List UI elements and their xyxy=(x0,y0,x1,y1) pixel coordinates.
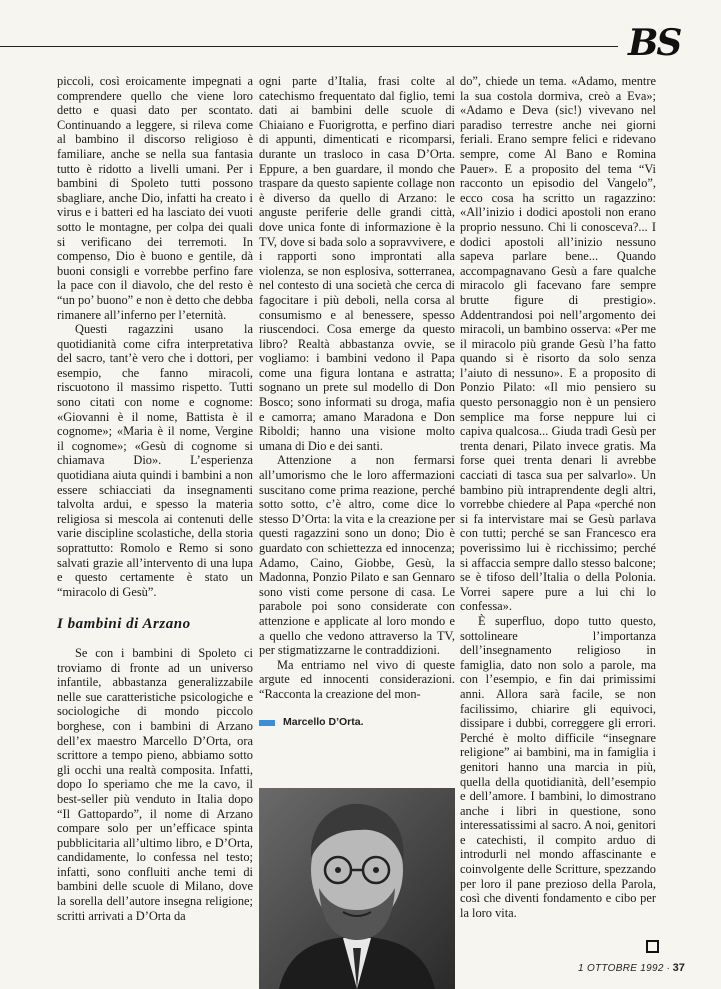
magazine-logo: BS xyxy=(628,22,681,64)
section-title: I bambini di Arzano xyxy=(57,616,191,633)
page-footer xyxy=(578,962,685,974)
paragraph: do”, chiede un tema. «Adamo, mentre la sua costola dormiva, creò a Eva»; «Adamo e Deva (sic!) vivevano nel paradiso terrestre anche nei giorni feriali. Erano sempre felici e ridevano sempre, come Al Bano e Romina Pauer». E a proposito del tema “Vi racconto un episodio del Vangelo”, ecco cosa ha scritto un ragazzino: «All’inizio i dodici apostoli non erano proprio nessuno. Chi li conosceva?... I dodici apostoli all’inizio nessuno sapeva parlare bene... Quando accompagnavano Gesù a fare qualche miracolo gli facevano fare sempre brutte figure di prestigio». Addentrandosi poi nell’argomento dei miracoli, un bambino osserva: «Per me il miracolo più grande Gesù l’ha fatto quando si è risorto da solo senza l’aiuto di nessuno». E a proposito di Ponzio Pilato: «Il mio pensiero su questo personaggio non è un pensiero semplice ma forse neppure lui ci capiva qualcosa... Giuda tradì Gesù per trenta denari, Pilato invece gratis. Ma forse quei trenta denari li avrebbe cacciati di tasca sua per salvarlo». Un bambino più intraprendente degli altri, vorrebbe chiedere al Papa «perché non si fa intervistare mai se Gesù parlava con tutti; perché se san Francesco era poverissimo lui è ricchissimo; perché si affaccia sempre dallo stesso balcone; se è tifoso dell’Italia o della Polonia. Vorrei sapere pure a lui chi lo confessa». xyxy=(460,74,656,614)
author-photo xyxy=(259,788,455,989)
paragraph: Se con i bambini di Spoleto ci troviamo di fronte ad un universo infantile, abbastanza generalizzabile nelle sue caratteristiche psicologiche e sociologiche di mondo piccolo borghese, con i bambini di Arzano dell’ex maestro Marcello D’Orta, ora scrittore a tempo pieno, abbiamo sotto gli occhi una realtà composita. Infatti, dopo Io speriamo che me la cavo, il best-seller più venduto in Italia dopo “Il Gattopardo”, il nome di Arzano compare solo per un’efficace spinta pubblicitaria all’ultimo libro, e D’Orta, candidamente, lo confessa nel testo; infatti, sono confluiti anche temi di bambini delle scuole di Milano, dove la sorella dell’autore insegna religione; scritti arrivati a D’Orta da xyxy=(57,645,253,923)
photo-caption: Marcello D’Orta. xyxy=(283,716,364,729)
end-of-article-mark xyxy=(646,940,659,953)
paragraph: Attenzione a non fermarsi all’umorismo che le loro affermazioni suscitano come prima reazione, perché sotto sotto, c’è altro, come dice lo stesso D’Orta: la vita e la creazione per questi ragazzini sono un dono; Dio è guardato con schiettezza ed innocenza; Adamo, Caino, Giobbe, Gesù, la Madonna, Ponzio Pilato e san Gennaro sono visti come persone di casa. Le parabole poi sono considerate con attenzione e applicate al loro mondo e a quello che vedono attraverso la TV, per stigmatizzarne le contraddizioni. xyxy=(259,453,455,658)
photo-caption-row xyxy=(259,716,455,730)
paragraph: Questi ragazzini usano la quotidianità come cifra interpretativa del sacro, tant’è vero che i dottori, per esempio, che fanno miracoli, riscuotono il massimo rispetto. Tutti sono citati con nome e cognome: «Giovanni è il nome, Battista è il cognome»; «Maria è il nome, Vergine il cognome»; «Gesù di cognome si chiamava Dio». L’esperienza quotidiana aiuta quindi i bambini a non essere schiacciati da insegnamenti talvolta ardui, e spesso la materia religiosa si mescola ai contenuti delle varie discipline scolastiche, della storia soprattutto: Romolo e Remo si sono salvati grazie all’intervento di una lupa e questo certamente è stato un “miracolo di Gesù”. xyxy=(57,322,253,599)
column-2 xyxy=(259,74,455,730)
column-1 xyxy=(57,74,253,923)
caption-marker xyxy=(259,720,275,726)
paragraph: piccoli, così eroicamente impegnati a comprendere quello che viene loro detto e quasi dato per scontato. Continuando a leggere, si rileva come al bambino il discorso religioso è familiare, anche se nella sua fantasia tutto è ridotto a livelli umani. Per i bambini di Spoleto tutti possono sbagliare, anche Dio, infatti ha creato i virus e i batteri ed ha lasciato dei vuoti sotto le montagne, per colpa dei quali si verificano dei terremoti. In compenso, Dio è buono e gentile, dà buoni consigli e vorrebbe perfino fare la pace con il diavolo, che del resto è “un po’ buono” e non è detto che debba rimanere all’inferno per l’eternità. xyxy=(57,74,253,322)
issue-date: 1 OTTOBRE 1992 xyxy=(578,963,664,974)
paragraph: ogni parte d’Italia, frasi colte al catechismo frequentato dal figlio, temi dati ai bambini delle scuole di Chiaiano e Fuorigrotta, e perfino diari di appunti, dimenticati e ricomparsi, durante un trasloco in casa D’Orta. Eppure, a ben guardare, il mondo che traspare da questo sapiente collage non è diverso da quello di Arzano: le anguste periferie delle grandi città, dove unica fonte di informazione è la TV, dove si bada solo a sopravvivere, e i rapporti sono improntati alla violenza, se non esplosiva, sotterranea, nel contesto di una società che cerca di fagocitare i più deboli, nella corsa al consumismo e al benessere, spesso riuscendoci. Cosa emerge da questo libro? Realtà abbastanza ovvie, se vogliamo: i bambini vedono il Papa come una figura lontana e astratta; sognano un prete sul modello di Don Bosco; sono informati su droga, mafia e camorra; amano Maradona e Don Riboldi; hanno una visione molto umana di Dio e dei santi. xyxy=(259,74,455,453)
page-number: 37 xyxy=(672,962,685,974)
paragraph: È superfluo, dopo tutto questo, sottolineare l’importanza dell’insegnamento religioso in famiglia, dato non solo a parole, ma con l’esempio, e fin dai primissimi anni. Allora sarà facile, se non facilissimo, chiarire gli equivoci, dissipare i dubbi, correggere gli errori. Perché è molto difficile “insegnare religione” ai bambini, ma in famiglia i genitori hanno una marcia in più, quella della quotidianità, dell’esempio e dell’amore. I bambini, lo dimostrano anche i libri in questione, sono interessatissimi al sacro. A noi, genitori e catechisti, il compito arduo di introdurli nel mondo affascinante e coinvolgente delle Scritture, spezzando per loro il pane prezioso della Parola, così che diventi fondamento e cibo per la loro vita. xyxy=(460,613,656,920)
header-rule xyxy=(0,46,618,47)
footer-separator: · xyxy=(666,963,670,974)
portrait-image xyxy=(259,788,455,989)
paragraph: Ma entriamo nel vivo di queste argute ed innocenti considerazioni. “Racconta la creazione del mon- xyxy=(259,657,455,701)
column-3 xyxy=(460,74,656,920)
